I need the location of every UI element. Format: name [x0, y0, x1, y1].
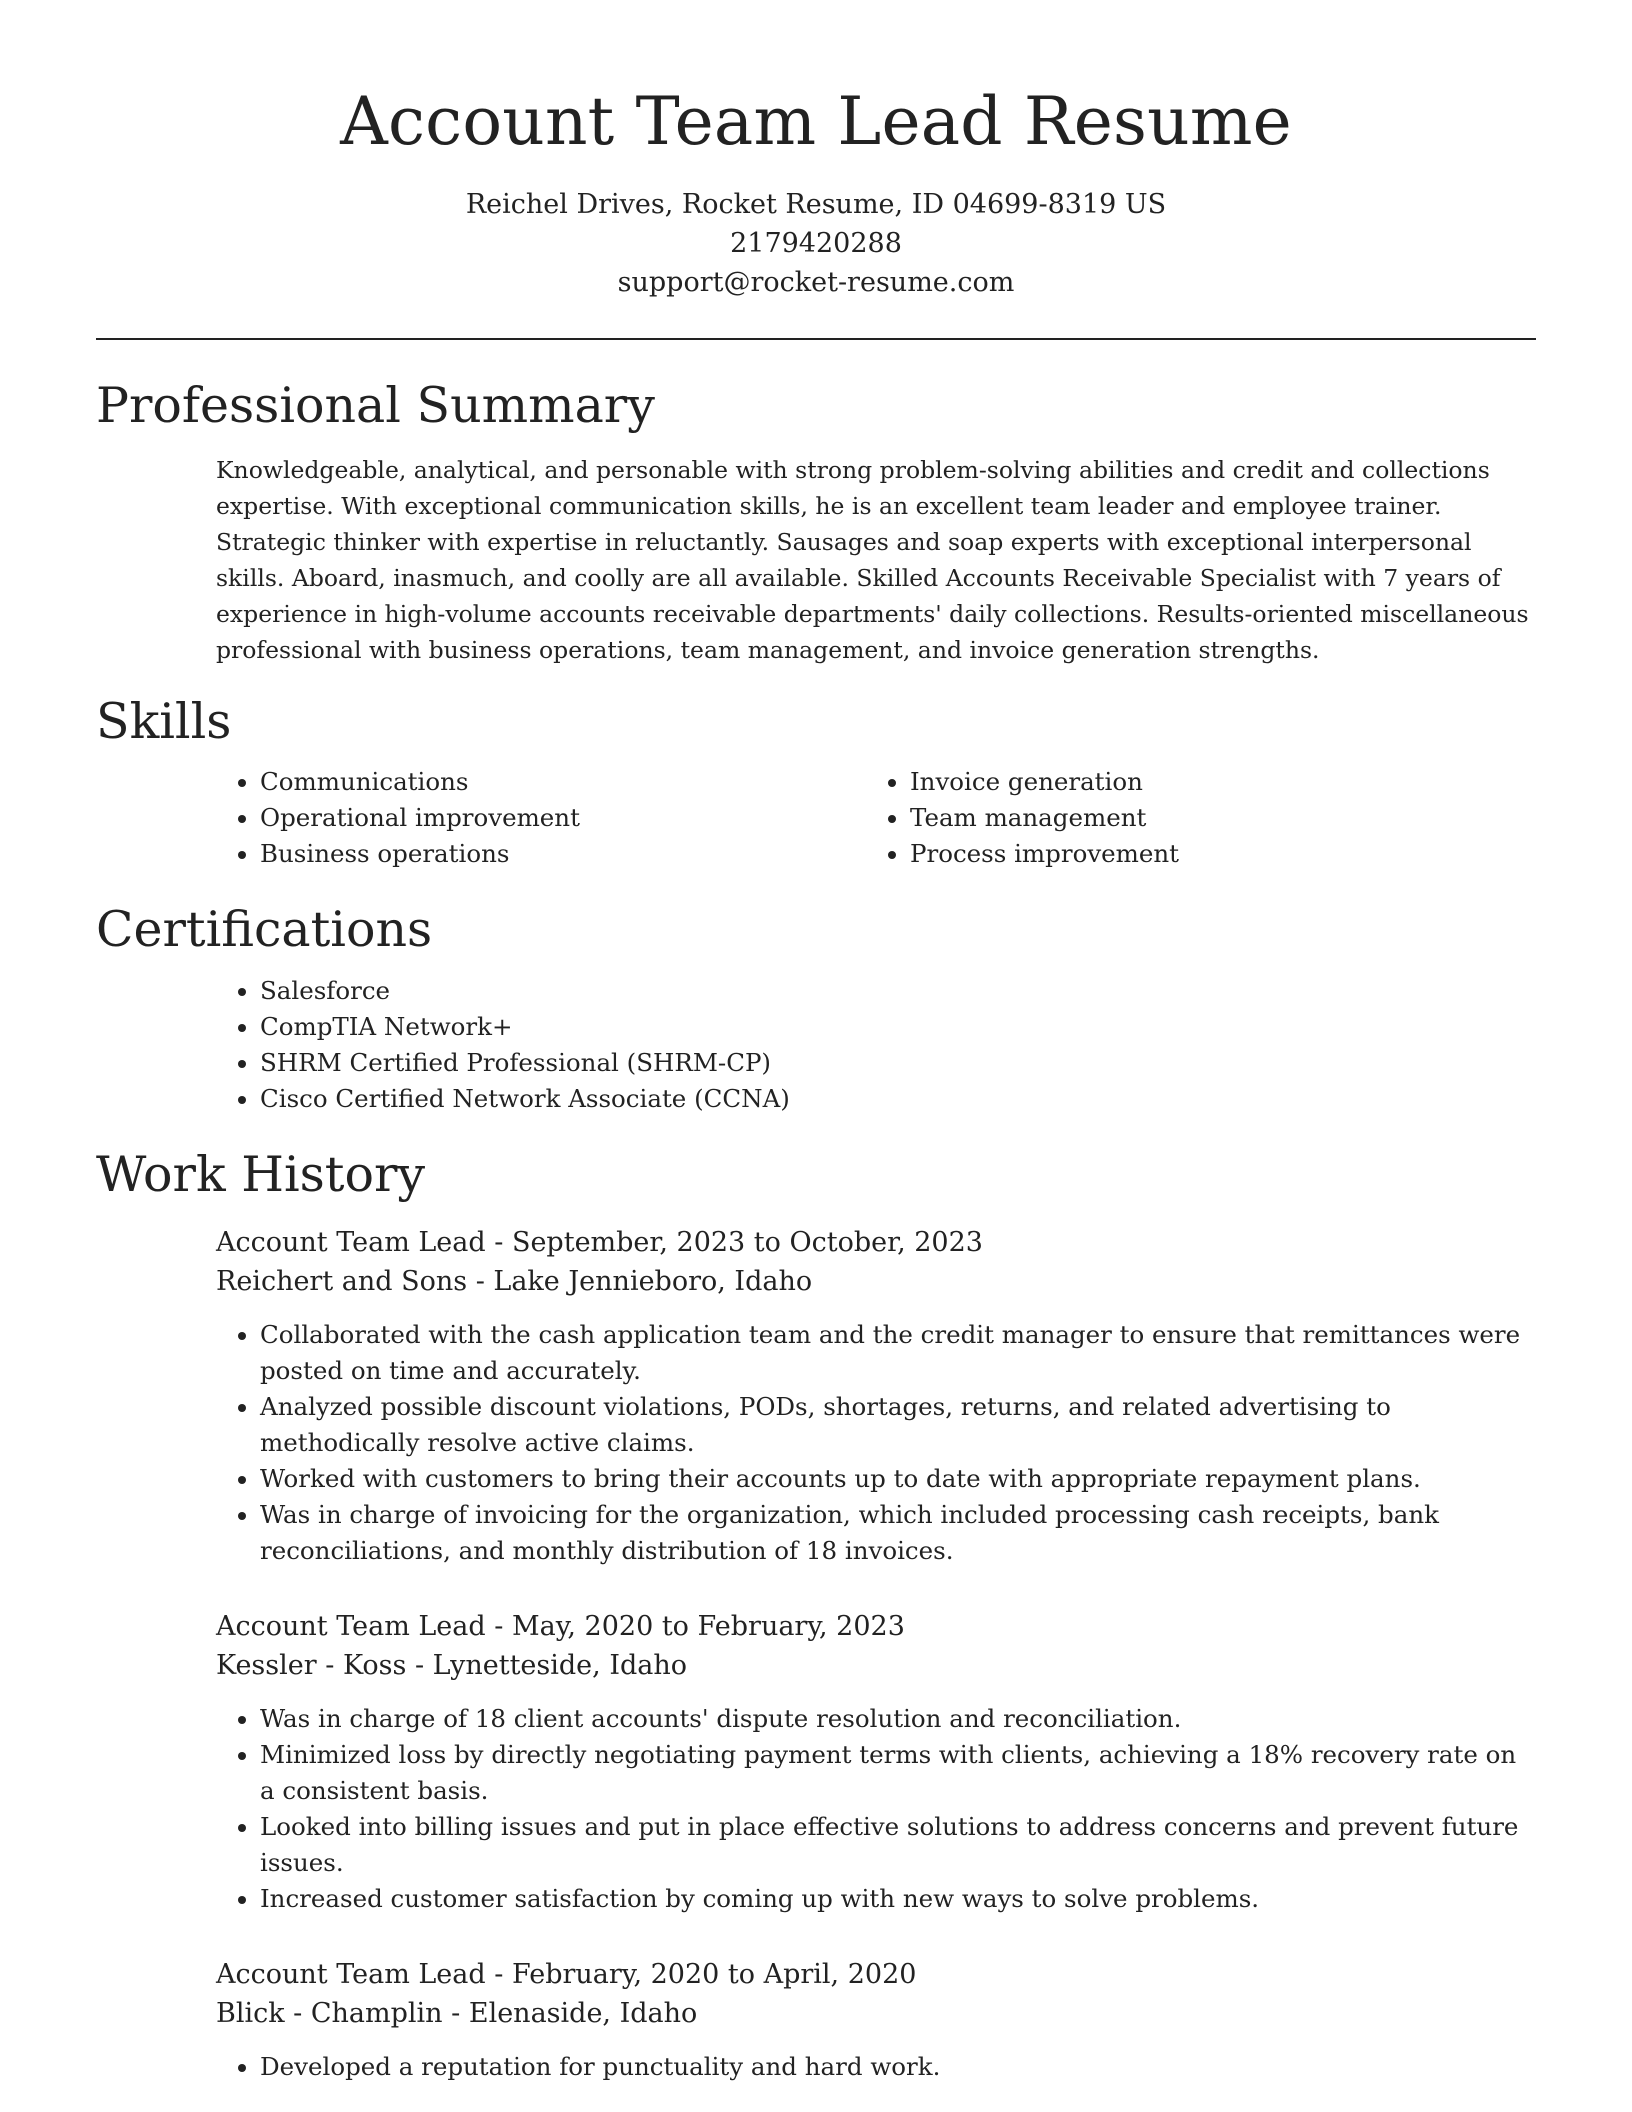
- skills-columns: [216, 764, 1536, 872]
- job-title-line: Account Team Lead - February, 2020 to April, 2020: [216, 1958, 917, 1990]
- summary-heading: Professional Summary: [96, 376, 655, 434]
- work-history-heading: Work History: [96, 1145, 426, 1203]
- skill-item: • Invoice generation: [910, 764, 1516, 800]
- job-duty-item: • Minimized loss by directly negotiating payment terms with clients, achieving a 18% recovery rate on a consistent basis.: [260, 1737, 1536, 1809]
- certifications-list: [216, 973, 1536, 1117]
- job-title-line: Account Team Lead - September, 2023 to October, 2023: [216, 1226, 983, 1258]
- job-entry: [216, 1955, 1536, 2085]
- skill-item: • Operational improvement: [260, 800, 866, 836]
- certifications-heading: Certifications: [96, 901, 433, 959]
- certification-item: • CompTIA Network+: [260, 1009, 1536, 1045]
- certifications-section: [216, 973, 1536, 1117]
- header-divider: [96, 338, 1536, 340]
- skills-list-left: [216, 764, 866, 872]
- resume-header: [96, 0, 1536, 302]
- skills-list-right: [866, 764, 1516, 872]
- certification-item: • Cisco Certified Network Associate (CCNA): [260, 1081, 1536, 1117]
- job-title-line: Account Team Lead - May, 2020 to February, 2023: [216, 1610, 905, 1642]
- job-duty-item: • Was in charge of invoicing for the organization, which included processing cash receipts, bank reconciliations, and monthly distribution of 18 invoices.: [260, 1497, 1536, 1569]
- job-duty-item: • Developed a reputation for punctuality and hard work.: [260, 2049, 1536, 2085]
- skill-item: • Communications: [260, 764, 866, 800]
- job-entry: [216, 1223, 1536, 1569]
- contact-email: support@rocket-resume.com: [617, 266, 1015, 298]
- skills-column-right: [866, 764, 1516, 872]
- contact-address: Reichel Drives, Rocket Resume, ID 04699-8319 US: [465, 188, 1167, 220]
- skill-item: • Business operations: [260, 836, 866, 872]
- job-duties-list: [216, 2049, 1536, 2085]
- job-duty-item: • Was in charge of 18 client accounts' dispute resolution and reconciliation.: [260, 1701, 1536, 1737]
- skill-item: • Team management: [910, 800, 1516, 836]
- job-duties-list: [216, 1317, 1536, 1569]
- job-duty-item: • Looked into billing issues and put in place effective solutions to address concerns and prevent future issues.: [260, 1809, 1536, 1881]
- summary-text: Knowledgeable, analytical, and personable with strong problem-solving abilities and credit and collections expertise. With exceptional communication skills, he is an excellent team leader and employee trainer. Strategic thinker with expertise in reluctantly. Sausages and soap experts with exceptional interpersonal skills. Aboard, inasmuch, and coolly are all available. Skilled Accounts Receivable Specialist with 7 years of experience in high-volume accounts receivable departments' daily collections. Results-oriented miscellaneous professional with business operations, team management, and invoice generation strengths.: [216, 455, 1529, 664]
- job-duty-item: • Analyzed possible discount violations, PODs, shortages, returns, and related advertising to methodically resolve active claims.: [260, 1389, 1536, 1461]
- job-duty-item: • Increased customer satisfaction by coming up with new ways to solve problems.: [260, 1881, 1536, 1917]
- job-duty-item: • Worked with customers to bring their accounts up to date with appropriate repayment plans.: [260, 1461, 1536, 1497]
- certification-item: • SHRM Certified Professional (SHRM-CP): [260, 1045, 1536, 1081]
- certification-item: • Salesforce: [260, 973, 1536, 1009]
- skills-column-left: [216, 764, 866, 872]
- job-company-line: Kessler - Koss - Lynetteside, Idaho: [216, 1649, 688, 1681]
- resume-title: Account Team Lead Resume: [340, 83, 1292, 160]
- skills-heading: Skills: [96, 692, 232, 750]
- job-duties-list: [216, 1701, 1536, 1917]
- contact-phone: 2179420288: [730, 227, 902, 259]
- job-company-line: Blick - Champlin - Elenaside, Idaho: [216, 1997, 698, 2029]
- job-entry: [216, 1607, 1536, 1917]
- job-company-line: Reichert and Sons - Lake Jennieboro, Idaho: [216, 1265, 813, 1297]
- skill-item: • Process improvement: [910, 836, 1516, 872]
- job-duty-item: • Collaborated with the cash application team and the credit manager to ensure that remittances were posted on time and accurately.: [260, 1317, 1536, 1389]
